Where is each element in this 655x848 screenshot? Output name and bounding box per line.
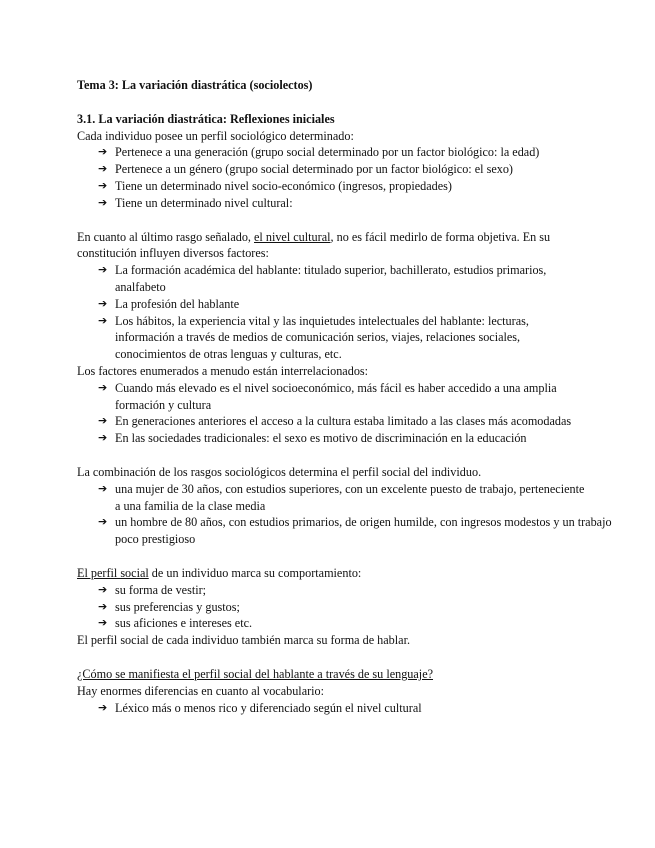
bullet-list	[77, 380, 587, 447]
paragraph: Cada individuo posee un perfil sociológico determinado:	[77, 128, 354, 143]
list-item: ➔ Léxico más o menos rico y diferenciado según el nivel cultural	[98, 700, 422, 715]
arrow-bullet-icon: ➔	[98, 431, 108, 445]
paragraph: La combinación de los rasgos sociológicos determina el perfil social del individuo.	[77, 464, 482, 479]
bullet-list	[77, 144, 587, 211]
arrow-bullet-icon: ➔	[98, 616, 108, 630]
arrow-bullet-icon: ➔	[98, 178, 108, 192]
list-item: ➔ Tiene un determinado nivel socio-económico (ingresos, propiedades)	[98, 178, 452, 193]
list-item: ➔ La profesión del hablante	[98, 296, 240, 311]
bullet-list	[77, 262, 587, 363]
paragraph: Los factores enumerados a menudo están interrelacionados:	[77, 363, 369, 378]
underlined-term: El perfil social	[77, 565, 149, 580]
underlined-question: ¿Cómo se manifiesta el perfil social del hablante a través de su lenguaje?	[77, 666, 434, 681]
paragraph: El perfil social de cada individuo también marca su forma de hablar.	[77, 633, 411, 648]
list-item: ➔ Los hábitos, la experiencia vital y las inquietudes intelectuales del hablante: lecturas, información a través de medios de comunicación serios, viajes, relaciones sociales, conocimientos de otras lenguas y culturas, etc.	[98, 313, 529, 362]
arrow-bullet-icon: ➔	[98, 296, 108, 310]
arrow-bullet-icon: ➔	[98, 700, 108, 714]
bullet-list	[77, 582, 587, 632]
arrow-bullet-icon: ➔	[98, 515, 108, 529]
arrow-bullet-icon: ➔	[98, 481, 108, 495]
document-title: Tema 3: La variación diastrática (sociolectos)	[77, 78, 313, 92]
list-item: ➔ En las sociedades tradicionales: el sexo es motivo de discriminación en la educación	[98, 431, 527, 446]
arrow-bullet-icon: ➔	[98, 195, 108, 209]
arrow-bullet-icon: ➔	[98, 263, 108, 277]
list-item: ➔ En generaciones anteriores el acceso a la cultura estaba limitado a las clases más acomodadas	[98, 414, 572, 429]
arrow-bullet-icon: ➔	[98, 380, 108, 394]
arrow-bullet-icon: ➔	[98, 582, 108, 596]
bullet-list	[77, 700, 587, 717]
list-item: ➔ Cuando más elevado es el nivel socioeconómico, más fácil es haber accedido a una amplia formación y cultura	[98, 380, 557, 412]
list-item: ➔ un hombre de 80 años, con estudios primarios, de origen humilde, con ingresos modestos y un trabajo poco prestigioso	[98, 515, 612, 547]
underlined-term: el nivel cultural	[254, 229, 331, 244]
list-item: ➔ sus preferencias y gustos;	[98, 599, 240, 614]
paragraph	[77, 666, 587, 683]
list-item: ➔ Pertenece a un género (grupo social determinado por un factor biológico: el sexo)	[98, 162, 513, 177]
arrow-bullet-icon: ➔	[98, 145, 108, 159]
arrow-bullet-icon: ➔	[98, 313, 108, 327]
list-item: ➔ Tiene un determinado nivel cultural:	[98, 195, 293, 210]
paragraph: Hay enormes diferencias en cuanto al vocabulario:	[77, 683, 325, 698]
arrow-bullet-icon: ➔	[98, 599, 108, 613]
list-item: ➔ su forma de vestir;	[98, 582, 207, 597]
list-item: ➔ sus aficiones e intereses etc.	[98, 616, 253, 631]
paragraph: El perfil social de un individuo marca su comportamiento:	[77, 565, 362, 580]
arrow-bullet-icon: ➔	[98, 414, 108, 428]
arrow-bullet-icon: ➔	[98, 162, 108, 176]
bullet-list	[77, 481, 612, 548]
list-item: ➔ La formación académica del hablante: titulado superior, bachillerato, estudios primarios, analfabeto	[98, 263, 547, 294]
section-heading: 3.1. La variación diastrática: Reflexiones iniciales	[77, 111, 335, 126]
document-page	[77, 77, 612, 716]
list-item: ➔ una mujer de 30 años, con estudios superiores, con un excelente puesto de trabajo, perteneciente a una familia de la clase media	[98, 481, 585, 513]
list-item: ➔ Pertenece a una generación (grupo social determinado por un factor biológico: la edad)	[98, 145, 540, 160]
paragraph: En cuanto al último rasgo señalado, el nivel cultural, no es fácil medirlo de forma objetiva. En su constitución influyen diversos factores:	[77, 229, 551, 261]
